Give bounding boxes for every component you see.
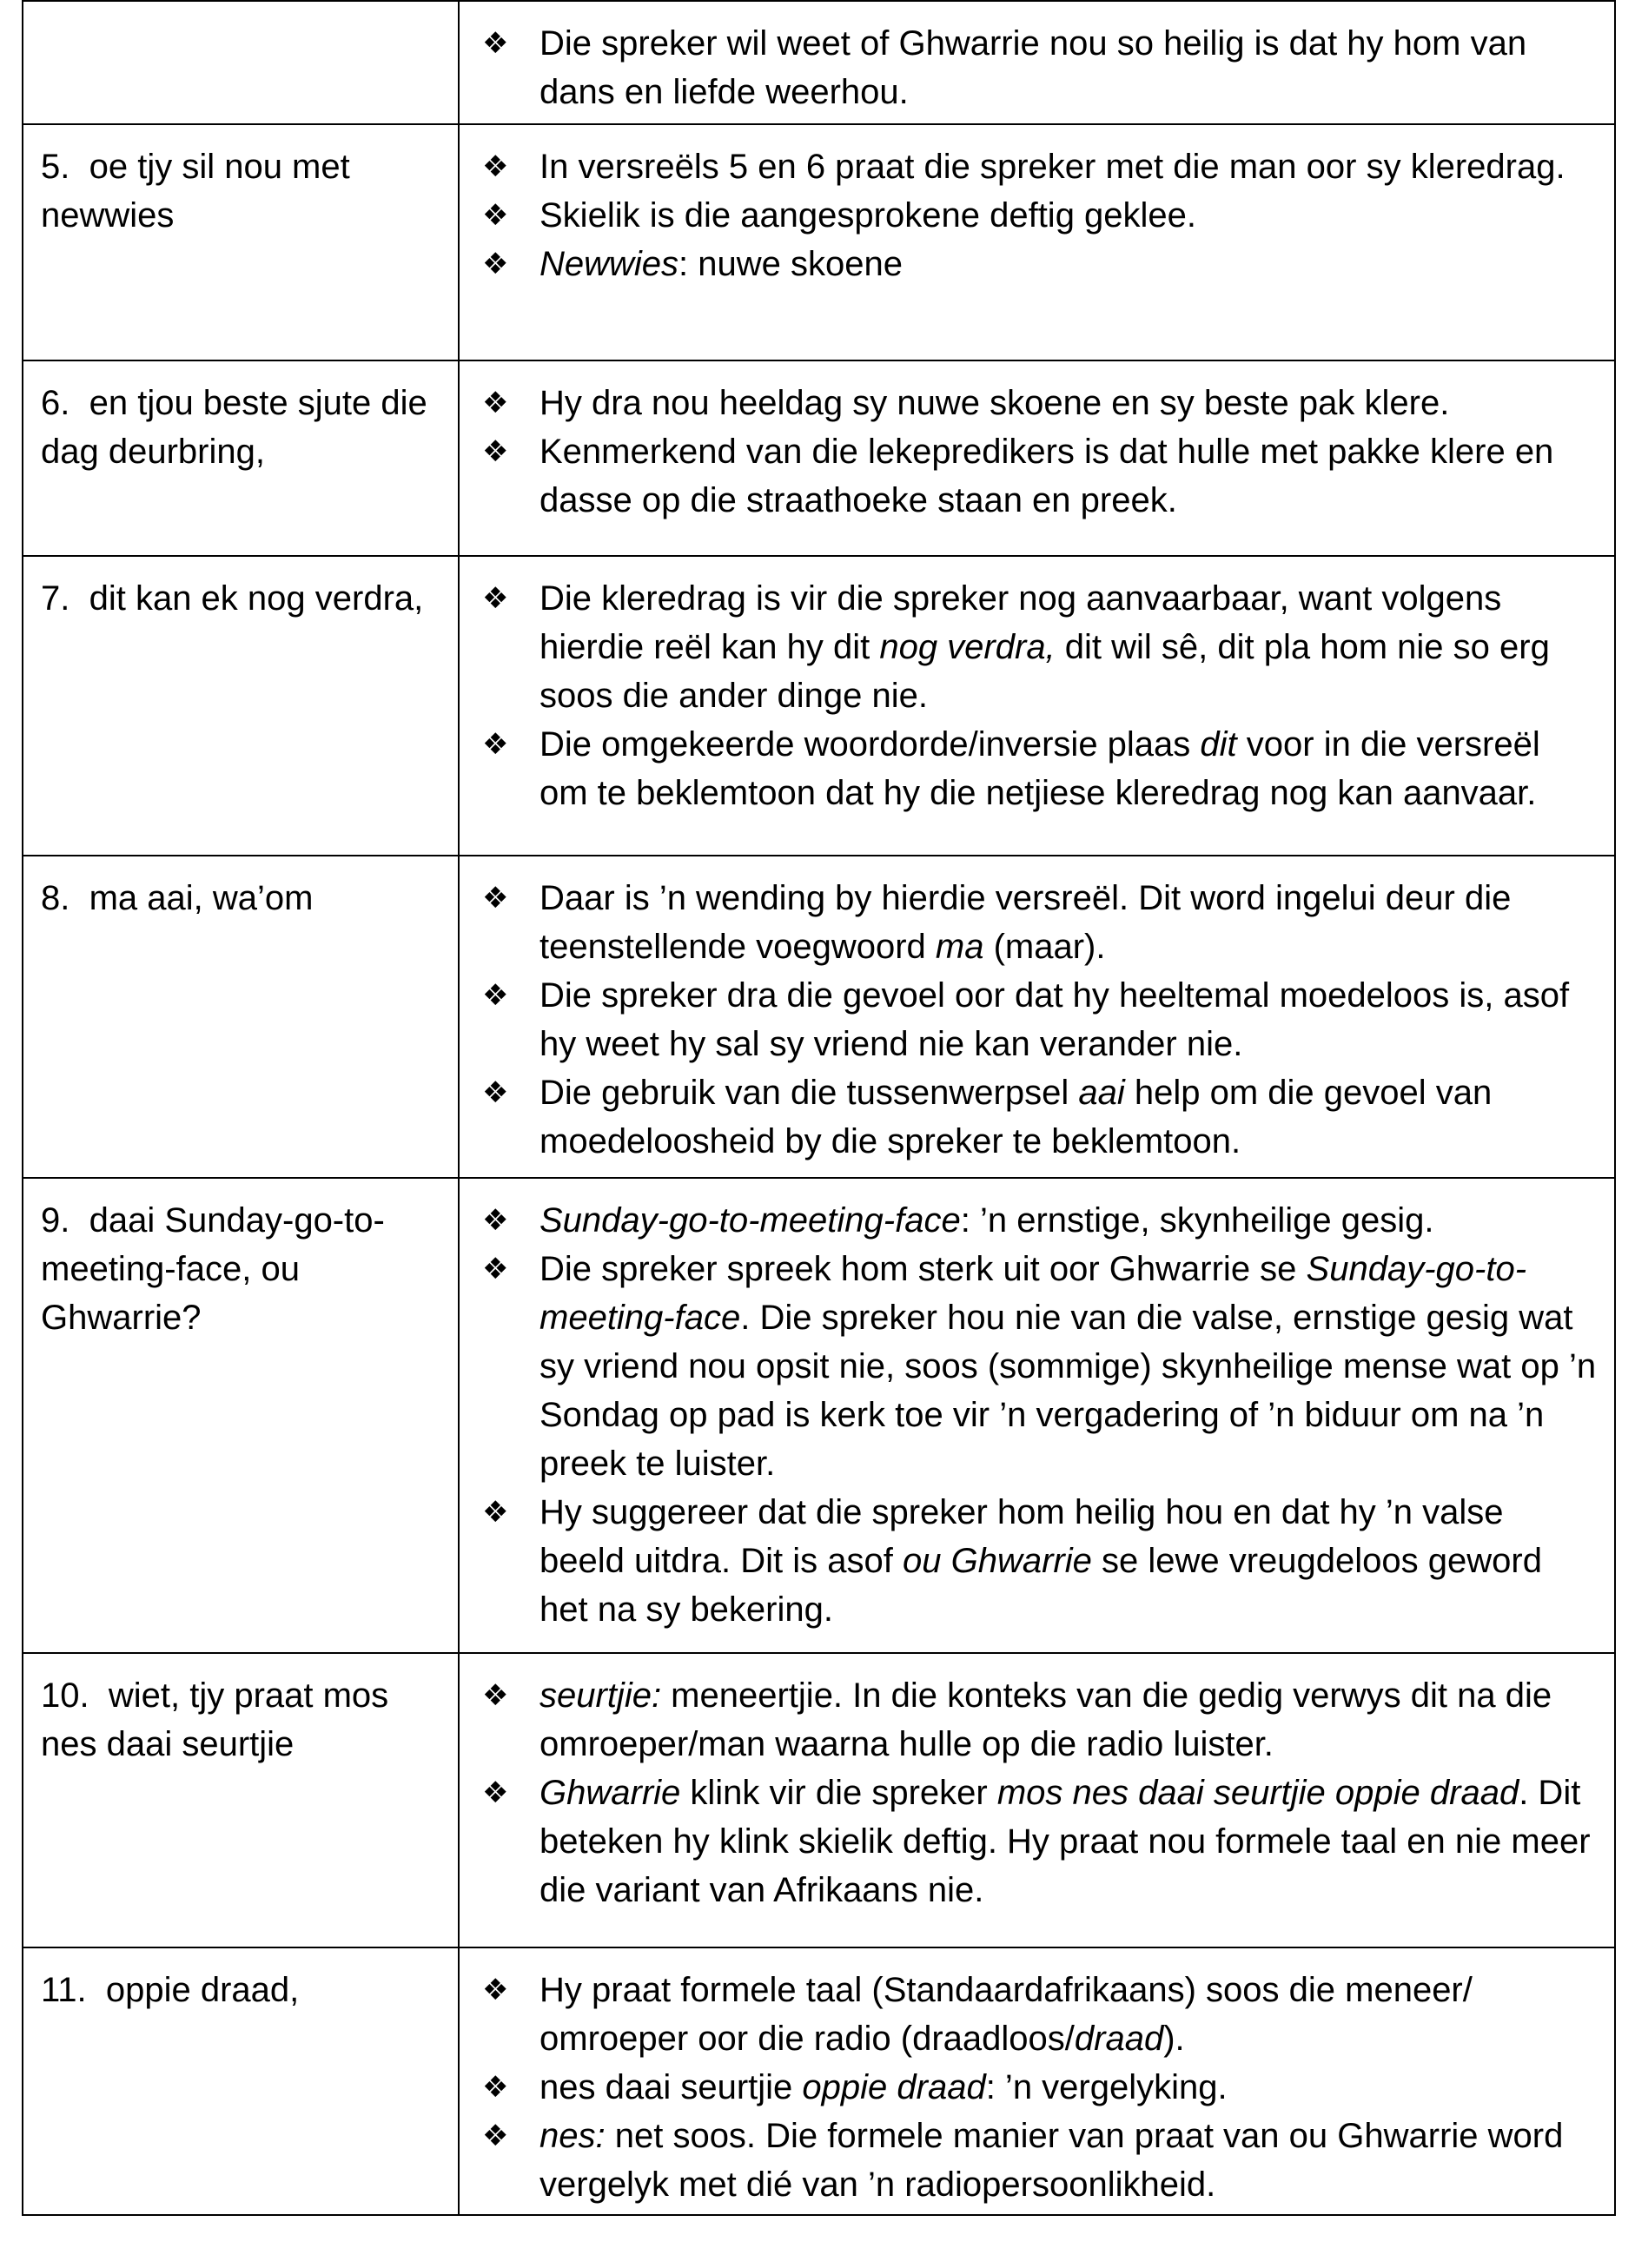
commentary-text: Skielik is die aangesprokene deftig geklee.: [539, 196, 1197, 235]
verse-line-cell: [23, 1, 459, 124]
emphasis-text: nes:: [539, 2117, 606, 2155]
verse-line-cell: [23, 360, 459, 556]
table-row: [23, 124, 1615, 360]
verse-line-cell: [23, 1178, 459, 1653]
commentary-text: voor in die versreël om te beklemtoon dat hy die netjiese kleredrag nog kan aanvaar.: [539, 725, 1540, 812]
four-diamond-bullet-icon: ❖: [482, 2070, 509, 2105]
list-item: [477, 1068, 1597, 1166]
four-diamond-bullet-icon: ❖: [482, 2119, 509, 2153]
verse-line-words: oppie draad,: [105, 1971, 300, 2009]
commentary-list: [477, 1966, 1597, 2209]
table-row: [23, 856, 1615, 1178]
verse-line-number: 7.: [41, 579, 70, 618]
emphasis-text: Sunday-go-to-meeting-face: [539, 1250, 1527, 1337]
emphasis-text: ou Ghwarrie: [903, 1542, 1092, 1580]
four-diamond-bullet-icon: ❖: [482, 1495, 509, 1530]
four-diamond-bullet-icon: ❖: [482, 978, 509, 1013]
four-diamond-bullet-icon: ❖: [482, 1775, 509, 1810]
verse-line-cell: [23, 556, 459, 856]
table-row: [23, 1947, 1615, 2215]
table-row: [23, 1653, 1615, 1947]
commentary-list: [477, 1196, 1597, 1634]
verse-line-number: 5.: [41, 148, 70, 186]
four-diamond-bullet-icon: ❖: [482, 149, 509, 184]
list-item: [477, 1769, 1597, 1914]
four-diamond-bullet-icon: ❖: [482, 1203, 509, 1238]
verse-line-number: 9.: [41, 1201, 70, 1240]
table-row: [23, 360, 1615, 556]
four-diamond-bullet-icon: ❖: [482, 198, 509, 233]
commentary-text: help om die gevoel van moedeloosheid by die spreker te beklemtoon.: [539, 1074, 1493, 1160]
verse-line-words: en tjou beste sjute die dag deurbring,: [41, 384, 427, 471]
table-row: [23, 1178, 1615, 1653]
verse-line-cell: [23, 124, 459, 360]
table-body: [23, 1, 1615, 2215]
four-diamond-bullet-icon: ❖: [482, 386, 509, 420]
verse-line-text: [41, 1966, 442, 2014]
emphasis-text: Newwies: [539, 245, 679, 283]
verse-line-cell: [23, 856, 459, 1178]
commentary-list: [477, 574, 1597, 817]
emphasis-text: seurtjie:: [539, 1676, 662, 1715]
four-diamond-bullet-icon: ❖: [482, 881, 509, 916]
emphasis-text: Ghwarrie: [539, 1774, 681, 1812]
commentary-text: Daar is ’n wending by hierdie versreël. Dit word ingelui deur die teenstellende voegwoord: [539, 879, 1512, 966]
list-item: [477, 1671, 1597, 1769]
commentary-text: Die gebruik van die tussenwerpsel: [539, 1074, 1079, 1112]
emphasis-text: nog verdra,: [879, 628, 1056, 666]
verse-line-words: wiet, tjy praat mos nes daai seurtjie: [41, 1676, 389, 1763]
list-item: [477, 1488, 1597, 1634]
commentary-text: Die spreker dra die gevoel oor dat hy heeltemal moedeloos is, asof hy weet hy sal sy vriend nie kan verander nie.: [539, 976, 1570, 1063]
commentary-text: In versreëls 5 en 6 praat die spreker met die man oor sy kleredrag.: [539, 148, 1565, 186]
commentary-text: Hy suggereer dat die spreker hom heilig hou en dat hy ’n valse beeld uitdra. Dit is asof: [539, 1493, 1504, 1580]
four-diamond-bullet-icon: ❖: [482, 1973, 509, 2007]
commentary-text: . Dit beteken hy klink skielik deftig. Hy praat nou formele taal en nie meer die variant van Afrikaans nie.: [539, 1774, 1591, 1909]
list-item: [477, 1966, 1597, 2063]
four-diamond-bullet-icon: ❖: [482, 1678, 509, 1713]
verse-line-number: 6.: [41, 384, 70, 422]
commentary-text: : ’n ernstige, skynheilige gesig.: [960, 1201, 1434, 1240]
four-diamond-bullet-icon: ❖: [482, 434, 509, 469]
list-item: [477, 240, 1597, 288]
verse-line-words: oe tjy sil nou met newwies: [41, 148, 350, 235]
table-row: [23, 1, 1615, 124]
table-row: [23, 556, 1615, 856]
commentary-cell: [459, 1653, 1615, 1947]
list-item: [477, 19, 1597, 116]
commentary-list: [477, 142, 1597, 288]
verse-line-text: [41, 874, 442, 922]
list-item: [477, 574, 1597, 720]
commentary-text: . Die spreker hou nie van die valse, ernstige gesig wat sy vriend nou opsit nie, soos (sommige) skynheilige mense wat op ’n Sondag op pad is kerk toe vir ’n vergadering of ’n biduur om na ’n preek te luister.: [539, 1299, 1597, 1483]
list-item: [477, 2063, 1597, 2112]
emphasis-text: dit: [1200, 725, 1237, 764]
commentary-text: nes daai seurtjie: [539, 2068, 803, 2106]
emphasis-text: Sunday-go-to-meeting-face: [539, 1201, 961, 1240]
commentary-cell: [459, 1178, 1615, 1653]
verse-line-number: 11.: [41, 1971, 87, 2009]
commentary-text: se lewe vreugdeloos geword het na sy bekering.: [539, 1542, 1542, 1629]
four-diamond-bullet-icon: ❖: [482, 727, 509, 762]
list-item: [477, 379, 1597, 427]
verse-line-text: [41, 574, 442, 623]
emphasis-text: draad: [1074, 2020, 1164, 2058]
commentary-list: [477, 1671, 1597, 1914]
verse-line-text: [41, 379, 442, 476]
commentary-text: (maar).: [983, 928, 1106, 966]
four-diamond-bullet-icon: ❖: [482, 1075, 509, 1110]
commentary-cell: [459, 556, 1615, 856]
verse-line-words: daai Sunday-go-to-meeting-face, ou Ghwarrie?: [41, 1201, 385, 1337]
four-diamond-bullet-icon: ❖: [482, 1252, 509, 1286]
commentary-text: klink vir die spreker: [680, 1774, 997, 1812]
commentary-cell: [459, 124, 1615, 360]
verse-line-words: ma aai, wa’om: [89, 879, 314, 917]
four-diamond-bullet-icon: ❖: [482, 581, 509, 616]
commentary-text: dit wil sê, dit pla hom nie so erg soos die ander dinge nie.: [539, 628, 1550, 715]
emphasis-text: mos nes daai seurtjie oppie draad: [996, 1774, 1519, 1812]
four-diamond-bullet-icon: ❖: [482, 26, 509, 61]
list-item: [477, 1245, 1597, 1488]
commentary-list: [477, 379, 1597, 525]
commentary-text: Hy praat formele taal (Standaardafrikaans) soos die meneer/ omroeper oor die radio (draadloos/: [539, 1971, 1473, 2058]
list-item: [477, 1196, 1597, 1245]
emphasis-text: oppie draad: [802, 2068, 986, 2106]
emphasis-text: aai: [1078, 1074, 1125, 1112]
verse-line-cell: [23, 1947, 459, 2215]
verse-line-number: 8.: [41, 879, 70, 917]
list-item: [477, 874, 1597, 971]
four-diamond-bullet-icon: ❖: [482, 247, 509, 281]
list-item: [477, 2112, 1597, 2209]
commentary-text: Die spreker spreek hom sterk uit oor Ghwarrie se: [539, 1250, 1307, 1288]
commentary-text: Hy dra nou heeldag sy nuwe skoene en sy beste pak klere.: [539, 384, 1450, 422]
commentary-text: net soos. Die formele manier van praat van ou Ghwarrie word vergelyk met dié van ’n radiopersoonlikheid.: [539, 2117, 1564, 2204]
commentary-cell: [459, 1, 1615, 124]
commentary-text: Kenmerkend van die lekepredikers is dat hulle met pakke klere en dasse op die straathoeke staan en preek.: [539, 433, 1554, 519]
commentary-text: Die kleredrag is vir die spreker nog aanvaarbaar, want volgens hierdie reël kan hy dit: [539, 579, 1502, 666]
verse-line-number: 10.: [41, 1676, 89, 1715]
commentary-cell: [459, 1947, 1615, 2215]
commentary-cell: [459, 360, 1615, 556]
verse-line-text: [41, 1196, 442, 1342]
emphasis-text: ma: [935, 928, 984, 966]
verse-line-cell: [23, 1653, 459, 1947]
verse-line-text: [41, 142, 442, 240]
commentary-text: ).: [1163, 2020, 1185, 2058]
list-item: [477, 971, 1597, 1068]
verse-line-text: [41, 1671, 442, 1769]
commentary-text: Die omgekeerde woordorde/inversie plaas: [539, 725, 1201, 764]
commentary-text: Die spreker wil weet of Ghwarrie nou so heilig is dat hy hom van dans en liefde weerhou.: [539, 24, 1527, 111]
list-item: [477, 720, 1597, 817]
commentary-text: : nuwe skoene: [678, 245, 903, 283]
commentary-cell: [459, 856, 1615, 1178]
commentary-list: [477, 874, 1597, 1166]
poem-commentary-table: [22, 0, 1616, 2216]
verse-line-words: dit kan ek nog verdra,: [89, 579, 424, 618]
commentary-list: [477, 19, 1597, 116]
commentary-text: : ’n vergelyking.: [985, 2068, 1228, 2106]
list-item: [477, 191, 1597, 240]
commentary-text: meneertjie. In die konteks van die gedig verwys dit na die omroeper/man waarna hulle op die radio luister.: [539, 1676, 1552, 1763]
list-item: [477, 427, 1597, 525]
list-item: [477, 142, 1597, 191]
